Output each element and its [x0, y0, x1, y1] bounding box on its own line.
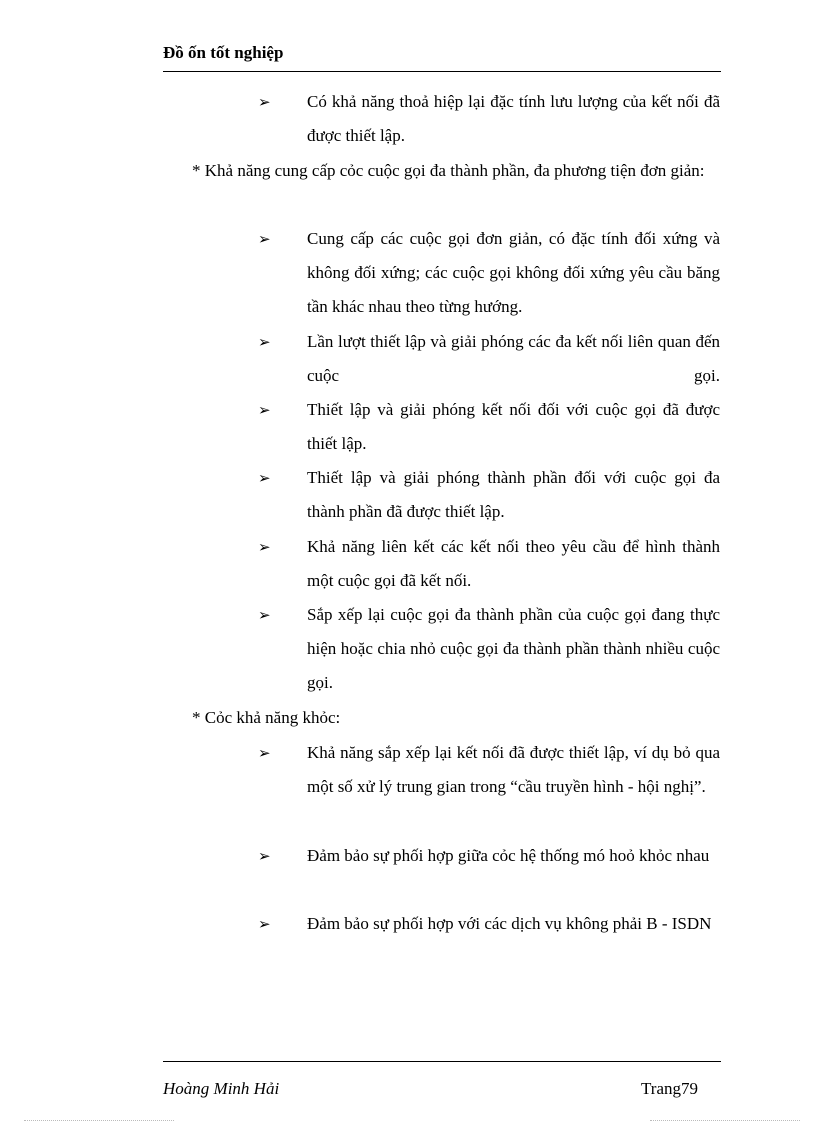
bullet-arrow-icon: ➢ — [258, 744, 271, 762]
bullet-arrow-icon: ➢ — [258, 606, 271, 624]
footer-page-number: Trang79 — [641, 1079, 698, 1098]
bullet-arrow-icon: ➢ — [258, 915, 271, 933]
bullet-item: Lần lượt thiết lập và giải phóng các đa kết nối liên quan đến cuộc gọi. — [307, 332, 720, 385]
bullet-arrow-icon: ➢ — [258, 538, 271, 556]
bullet-item: Cung cấp các cuộc gọi đơn giản, có đặc tính đối xứng và không đối xứng; các cuộc gọi không đối xứng yêu cầu băng tần khác nhau theo từng hướng. — [307, 229, 720, 316]
page-edge-dots — [650, 1120, 800, 1121]
bullet-arrow-icon: ➢ — [258, 230, 271, 248]
bullet-arrow-icon: ➢ — [258, 93, 271, 111]
page-header-title: Đồ ốn tốt nghiệp — [163, 43, 284, 62]
bullet-item: Đảm bảo sự phối hợp giữa cỏc hệ thống mó hoỏ khỏc nhau — [307, 846, 710, 865]
section-paragraph: * Khả năng cung cấp cỏc cuộc gọi đa thành phần, đa phương tiện đơn giản: — [192, 161, 705, 180]
section-paragraph: * Cỏc khả năng khỏc: — [192, 708, 341, 727]
bullet-arrow-icon: ➢ — [258, 401, 271, 419]
page-edge-dots — [24, 1120, 174, 1121]
bullet-item: Sắp xếp lại cuộc gọi đa thành phần của cuộc gọi đang thực hiện hoặc chia nhỏ cuộc gọi đa thành phần thành nhiều cuộc gọi. — [307, 605, 720, 692]
bullet-item: Có khả năng thoả hiệp lại đặc tính lưu lượng của kết nối đã được thiết lập. — [307, 92, 720, 145]
bullet-arrow-icon: ➢ — [258, 333, 271, 351]
header-divider — [163, 71, 721, 72]
bullet-arrow-icon: ➢ — [258, 847, 271, 865]
bullet-item: Thiết lập và giải phóng thành phần đối với cuộc gọi đa thành phần đã được thiết lập. — [307, 468, 720, 521]
bullet-item: Khả năng sắp xếp lại kết nối đã được thiết lập, ví dụ bỏ qua một số xử lý trung gian trong “cầu truyền hình - hội nghị”. — [307, 743, 720, 796]
footer-divider — [163, 1061, 721, 1062]
footer-author: Hoàng Minh Hải — [163, 1079, 280, 1098]
bullet-item: Khả năng liên kết các kết nối theo yêu cầu để hình thành một cuộc gọi đã kết nối. — [307, 537, 720, 590]
bullet-item: Thiết lập và giải phóng kết nối đối với cuộc gọi đã được thiết lập. — [307, 400, 720, 453]
bullet-arrow-icon: ➢ — [258, 469, 271, 487]
bullet-item: Đảm bảo sự phối hợp với các dịch vụ không phải B - ISDN — [307, 914, 712, 933]
